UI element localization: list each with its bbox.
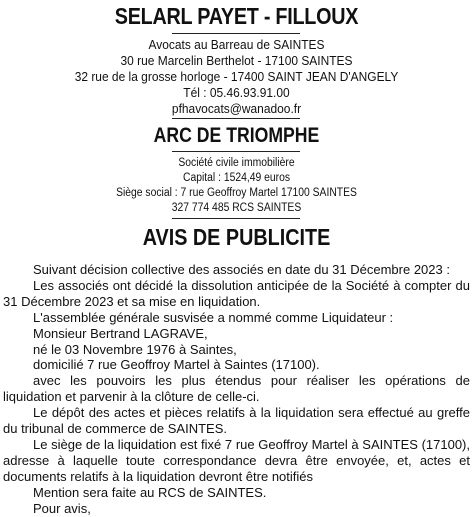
- company-name: ARC DE TRIOMPHE: [153, 124, 320, 147]
- paragraph: L'assemblée générale susvisée a nommé comme Liquidateur :: [33, 309, 394, 325]
- firm-email: pfhavocats@wanadoo.fr: [171, 101, 302, 116]
- firm-address-2: 32 rue de la grosse horloge - 17400 SAINT JEAN D'ANGELY: [74, 69, 399, 84]
- paragraph: Pour avis,: [33, 500, 91, 516]
- paragraph: né le 03 Novembre 1976 à Saintes,: [33, 341, 237, 357]
- paragraph: avec les pouvoirs les plus étendus pour réaliser les opérations de liquidation et parvenir à la clôture de celle-ci.: [3, 373, 470, 405]
- divider: [172, 151, 300, 152]
- divider: [172, 118, 300, 119]
- firm-line: Avocats au Barreau de SAINTES: [148, 37, 325, 52]
- company-rcs: 327 774 485 RCS SAINTES: [171, 202, 302, 214]
- paragraph: domicilié 7 rue Geoffroy Martel à Saintes (17100).: [33, 357, 320, 373]
- paragraph: Le dépôt des actes et pièces relatifs à la liquidation sera effectué au greffe du tribunal de commerce de SAINTES.: [3, 405, 470, 437]
- divider: [172, 33, 300, 34]
- notice-title: AVIS DE PUBLICITE: [142, 224, 331, 250]
- paragraph: Le siège de la liquidation est fixé 7 rue Geoffroy Martel à SAINTES (17100), adresse à laquelle toute correspondance devra être envoyée, et, actes et documents relatifs à la liquidation devront être notifiés: [3, 436, 470, 484]
- company-address: Siège social : 7 rue Geoffroy Martel 17100 SAINTES: [116, 187, 357, 199]
- divider: [172, 218, 300, 219]
- firm-name: SELARL PAYET - FILLOUX: [114, 3, 359, 29]
- notice-body: [3, 262, 470, 517]
- paragraph: Les associés ont décidé la dissolution anticipée de la Société à compter du 31 Décembre 2023 et sa mise en liquidation.: [3, 277, 470, 309]
- paragraph: Suivant décision collective des associés en date du 31 Décembre 2023 :: [33, 262, 450, 277]
- paragraph: Mention sera faite au RCS de SAINTES.: [33, 484, 267, 500]
- paragraph: Monsieur Bertrand LAGRAVE,: [33, 325, 208, 341]
- company-type: Société civile immobilière: [178, 157, 295, 169]
- firm-phone: Tél : 05.46.93.91.00: [183, 85, 290, 100]
- firm-address-1: 30 rue Marcelin Berthelot - 17100 SAINTES: [120, 53, 353, 68]
- company-capital: Capital : 1524,49 euros: [182, 172, 291, 184]
